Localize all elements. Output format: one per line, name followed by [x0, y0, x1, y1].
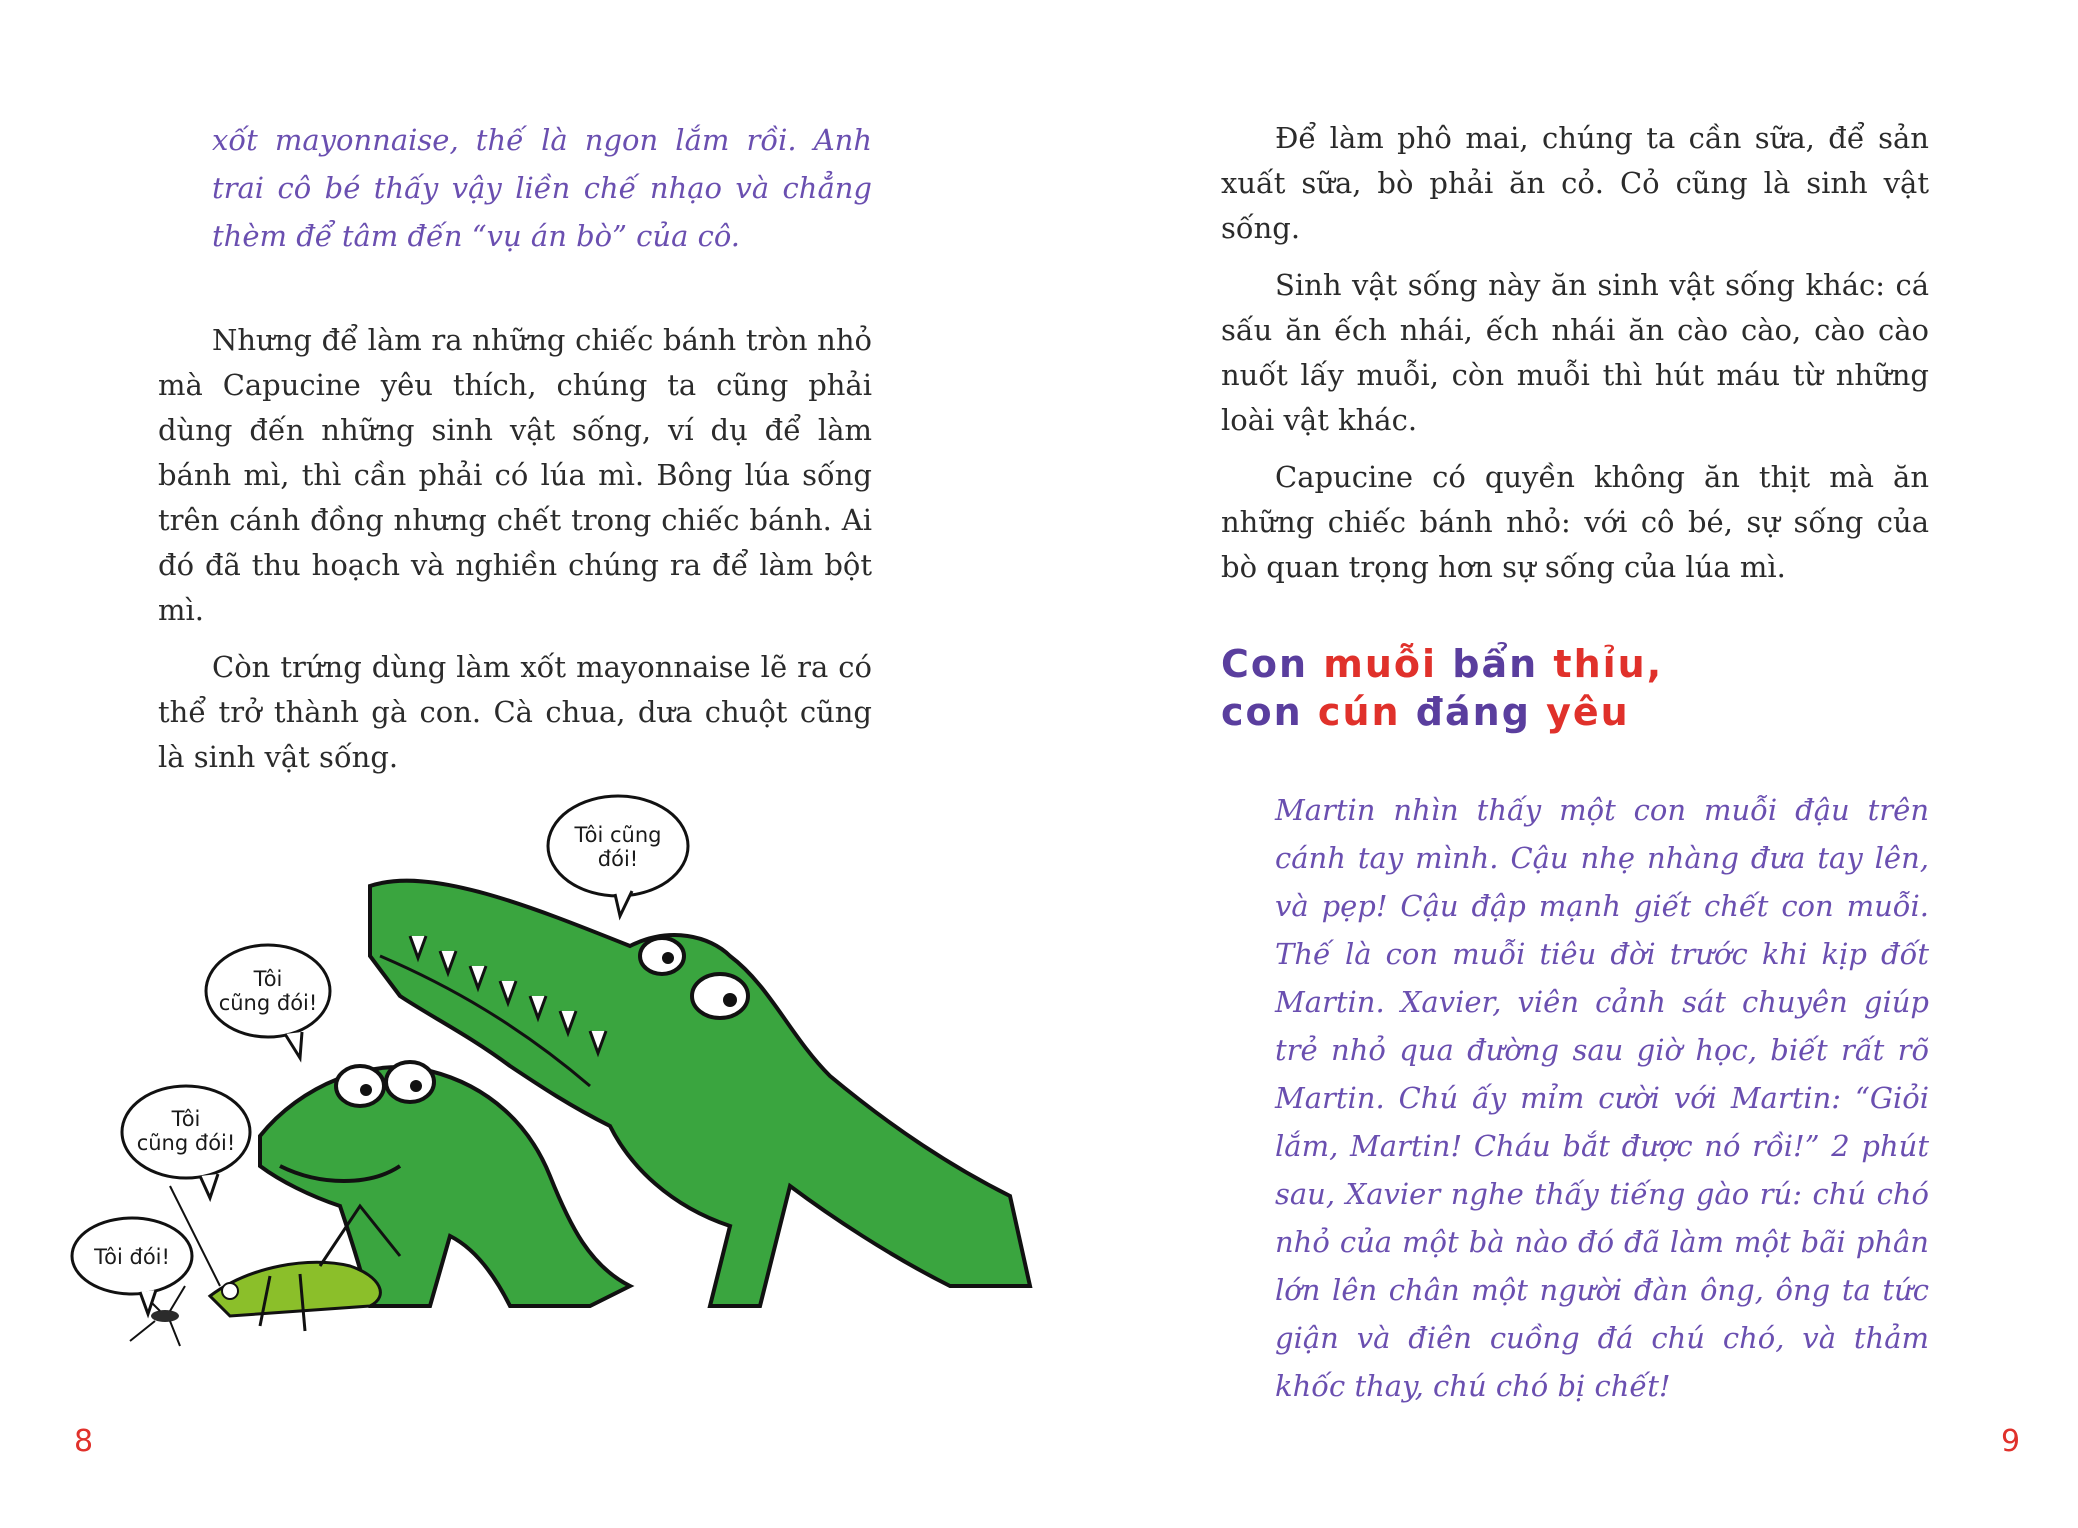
paragraph: Capucine có quyền không ăn thịt mà ăn những chiếc bánh nhỏ: với cô bé, sự sống của bò quan trọng hơn sự sống của lúa mì. [1221, 460, 1929, 584]
left-italic-passage: xốt mayonnaise, thế là ngon lắm rồi. Anh trai cô bé thấy vậy liền chế nhạo và chẳng thèm để tâm đến “vụ án bò” của cô. [212, 123, 872, 253]
heading-word: đáng [1400, 690, 1547, 734]
bubble-text: Tôi cũng [574, 823, 662, 847]
left-body-text [158, 318, 872, 792]
heading-word: thỉu, [1553, 642, 1664, 686]
heading-word: Con [1221, 642, 1324, 686]
paragraph: Nhưng để làm ra những chiếc bánh tròn nhỏ mà Capucine yêu thích, chúng ta cũng phải dùng đến những sinh vật sống, ví dụ để làm bánh mì, thì cần phải có lúa mì. Bông lúa sống trên cánh đồng nhưng chết trong chiếc bánh. Ai đó đã thu hoạch và nghiền chúng ra để làm bột mì. [158, 323, 872, 627]
heading-word: yêu [1546, 690, 1630, 734]
paragraph: Sinh vật sống này ăn sinh vật sống khác: cá sấu ăn ếch nhái, ếch nhái ăn cào cào, cào cào nuốt lấy muỗi, còn muỗi thì hút máu từ những loài vật khác. [1221, 268, 1929, 437]
speech-bubble-crocodile [548, 796, 688, 916]
heading-word: con [1221, 690, 1318, 734]
paragraph: Để làm phô mai, chúng ta cần sữa, để sản xuất sữa, bò phải ăn cỏ. Cỏ cũng là sinh vật sống. [1221, 121, 1929, 245]
right-page [1039, 0, 2078, 1528]
bubble-text: cũng đói! [218, 991, 318, 1015]
speech-bubble-grasshopper [122, 1086, 250, 1198]
bubble-text: Tôi [253, 967, 283, 991]
page-number: 9 [2001, 1424, 2021, 1459]
food-chain-illustration [70, 786, 1050, 1386]
right-body-text [1221, 116, 1929, 602]
bubble-text: đói! [597, 847, 639, 871]
page-number: 8 [74, 1424, 94, 1459]
bubble-text: Tôi [171, 1107, 201, 1131]
paragraph: Còn trứng dùng làm xốt mayonnaise lẽ ra có thể trở thành gà con. Cà chua, dưa chuột cũng là sinh vật sống. [158, 650, 872, 774]
heading-word: muỗi [1323, 642, 1438, 686]
bubble-text: Tôi đói! [94, 1245, 170, 1269]
section-heading [1221, 640, 1663, 736]
heading-word: bẩn [1437, 642, 1554, 686]
bubble-text: cũng đói! [136, 1131, 236, 1155]
heading-word: cún [1317, 690, 1401, 734]
speech-bubble-mosquito [72, 1218, 192, 1314]
right-italic-passage: Martin nhìn thấy một con muỗi đậu trên cánh tay mình. Cậu nhẹ nhàng đưa tay lên, và pẹp! Cậu đập mạnh giết chết con muỗi. Thế là con muỗi tiêu đời trước khi kịp đốt Martin. Xavier, viên cảnh sát chuyên giúp trẻ nhỏ qua đường sau giờ học, biết rất rõ Martin. Chú ấy mỉm cười với Martin: “Giỏi lắm, Martin! Cháu bắt được nó rồi!” 2 phút sau, Xavier nghe thấy tiếng gào rú: chú chó nhỏ của một bà nào đó đã làm một bãi phân lớn lên chân một người đàn ông, ông ta tức giận và điên cuồng đá chú chó, và thảm khốc thay, chú chó bị chết! [1275, 793, 1929, 1403]
speech-bubble-frog [206, 945, 330, 1058]
